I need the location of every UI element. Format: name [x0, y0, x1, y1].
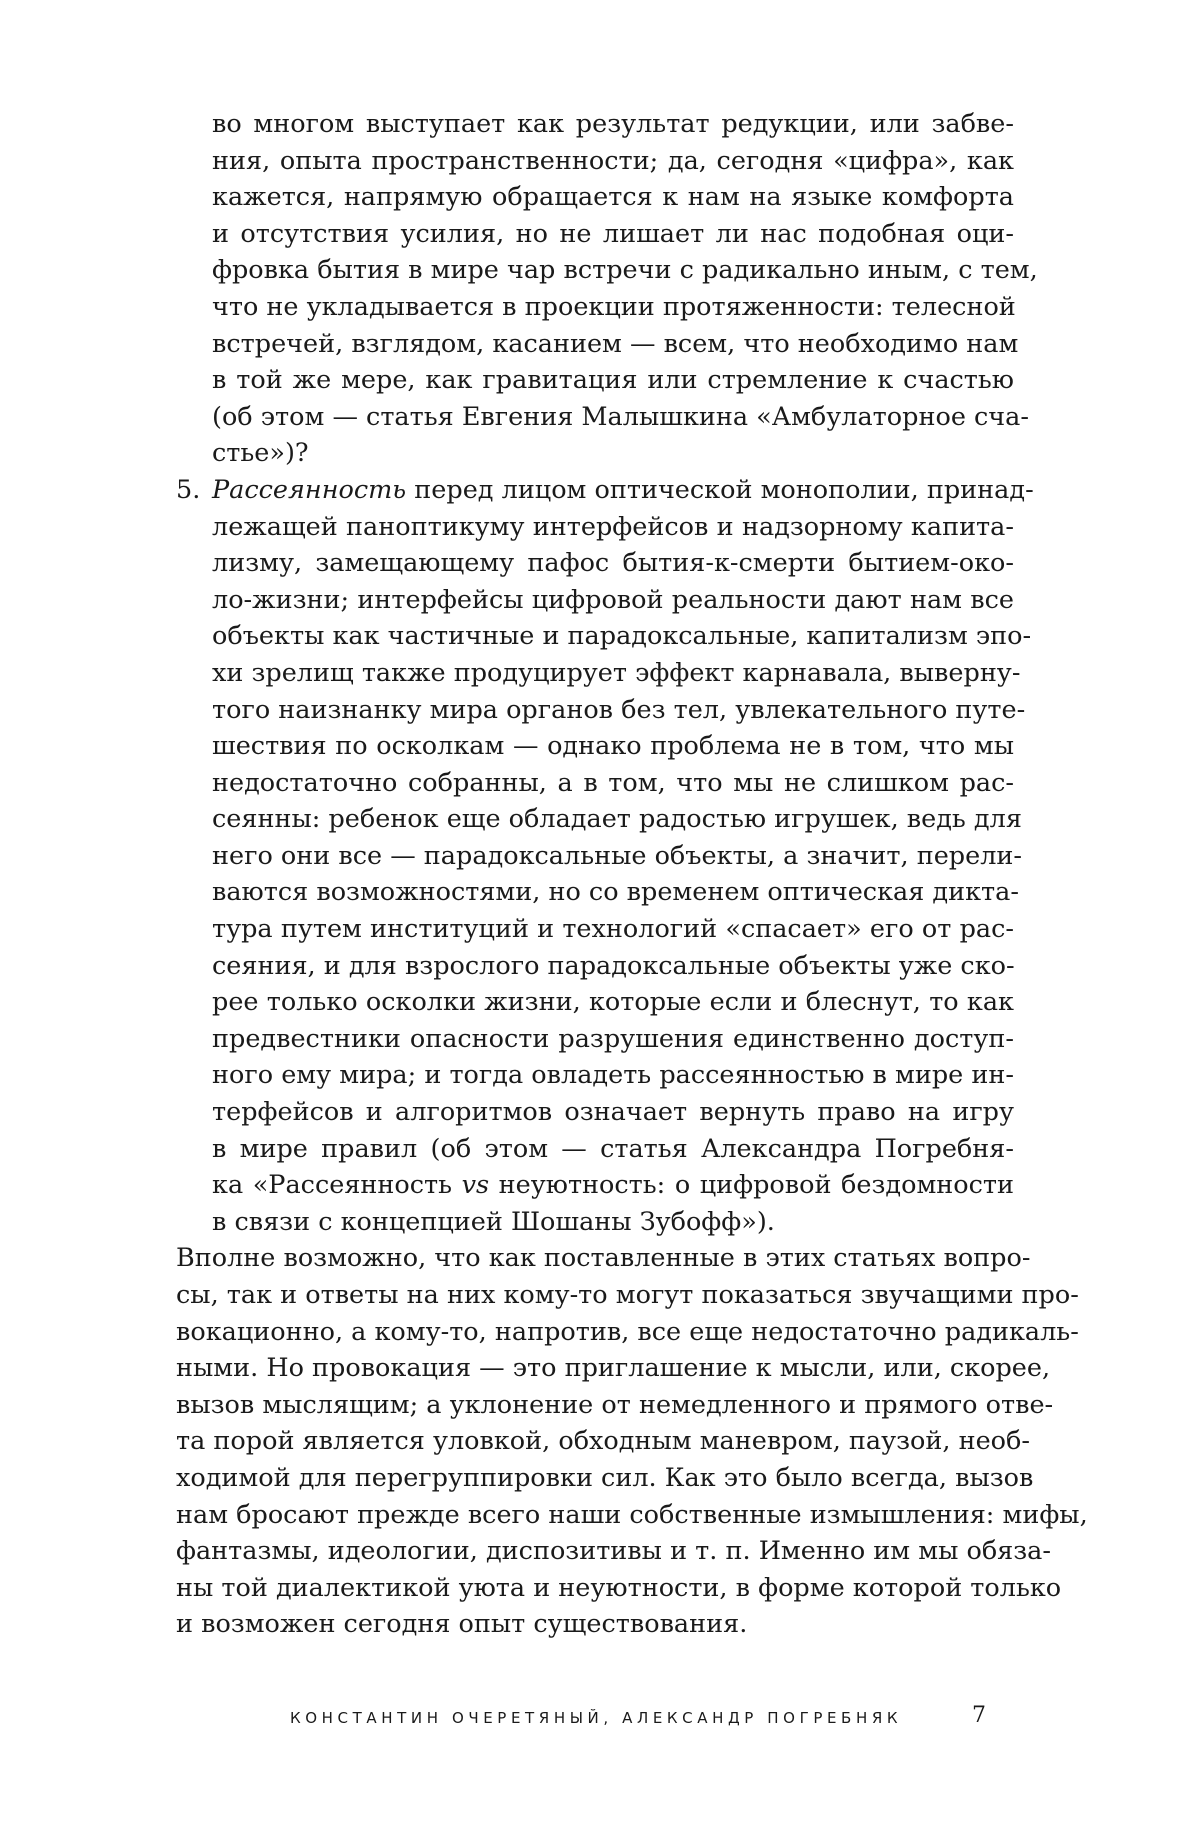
text-line: в мире правил (об этом — статья Александра Погребня-	[212, 1133, 1014, 1164]
text-line: фантазмы, идеологии, диспозитивы и т. п. Именно им мы обяза-	[176, 1536, 1051, 1567]
text-line: хи зрелищ также продуцирует эффект карнавала, выверну-	[212, 657, 1021, 688]
text-line: ваются возможностями, но со временем оптическая дикта-	[212, 877, 1019, 908]
text-line: лежащей паноптикуму интерфейсов и надзорному капита-	[212, 511, 1014, 542]
text-line: шествия по осколкам — однако проблема не в том, что мы	[212, 731, 1014, 762]
list-item-5	[176, 472, 1034, 1240]
text-line: стье»)?	[212, 438, 309, 469]
text-line: фровка бытия в мире чар встречи с радикально иным, с тем,	[212, 255, 1038, 286]
text-line: вокационно, а кому-то, напротив, все еще недостаточно радикаль-	[176, 1316, 1079, 1347]
text-line: ло-жизни; интерфейсы цифровой реальности дают нам все	[212, 584, 1014, 615]
page-number: 7	[972, 1703, 986, 1728]
text-line: лизму, замещающему пафос бытия-к-смерти бытием-око-	[212, 548, 1014, 579]
list-item-number: 5.	[176, 474, 201, 505]
closing-paragraph	[176, 1240, 1088, 1643]
text-line: (об этом — статья Евгения Малышкина «Амбулаторное сча-	[212, 401, 1029, 432]
text-line: и возможен сегодня опыт существования.	[176, 1609, 748, 1640]
text-line: сеяния, и для взрослого парадоксальные объекты уже ско-	[212, 950, 1015, 981]
text-line: Вполне возможно, что как поставленные в этих статьях вопро-	[176, 1243, 1031, 1274]
item-4-continuation	[212, 106, 1038, 472]
text-fragment: ка «Рассеянность	[212, 1170, 462, 1201]
text-line: того наизнанку мира органов без тел, увлекательного путе-	[212, 694, 1026, 725]
text-line: в связи с концепцией Шошаны Зубофф»).	[212, 1206, 775, 1237]
text-line: вызов мыслящим; а уклонение от немедленного и прямого отве-	[176, 1389, 1054, 1420]
text-fragment: перед лицом оптической монополии, принад-	[406, 474, 1034, 505]
text-line: что не укладывается в проекции протяженности: телесной	[212, 291, 1016, 322]
text-line: ными. Но провокация — это приглашение к мысли, или, скорее,	[176, 1353, 1051, 1384]
text-line: кажется, напрямую обращается к нам на языке комфорта	[212, 182, 1014, 213]
italic-term: Рассеянность	[212, 474, 407, 505]
text-line: недостаточно собранны, а в том, что мы не слишком рас-	[212, 767, 1014, 798]
text-line: в той же мере, как гравитация или стремление к счастью	[212, 365, 1014, 396]
text-line: объекты как частичные и парадоксальные, капитализм эпо-	[212, 621, 1032, 652]
text-line: терфейсов и алгоритмов означает вернуть право на игру	[212, 1097, 1014, 1128]
text-line: ния, опыта пространственности; да, сегодня «цифра», как	[212, 145, 1014, 176]
text-line: тура путем институций и технологий «спасает» его от рас-	[212, 914, 1014, 945]
text-line: ны той диалектикой уюта и неуютности, в форме которой только	[176, 1572, 1062, 1603]
text-fragment: неуютность: о цифровой бездомности	[489, 1170, 1015, 1201]
running-head: КОНСТАНТИН ОЧЕРЕТЯНЫЙ, АЛЕКСАНДР ПОГРЕБНЯК	[290, 1709, 903, 1727]
text-line: ходимой для перегруппировки сил. Как это было всегда, вызов	[176, 1462, 1034, 1493]
text-line: него они все — парадоксальные объекты, а значит, перели-	[212, 840, 1023, 871]
text-line: та порой является уловкой, обходным маневром, паузой, необ-	[176, 1426, 1031, 1457]
text-line: предвестники опасности разрушения единственно доступ-	[212, 1023, 1014, 1054]
text-line: сеянны: ребенок еще обладает радостью игрушек, ведь для	[212, 804, 1022, 835]
text-line: во многом выступает как результат редукции, или забве-	[212, 109, 1014, 139]
text-line: сы, так и ответы на них кому-то могут показаться звучащими про-	[176, 1280, 1079, 1310]
text-line: ного ему мира; и тогда овладеть рассеянностью в мире ин-	[212, 1060, 1014, 1091]
text-line: и отсутствия усилия, но не лишает ли нас подобная оци-	[212, 218, 1014, 249]
text-line: встречей, взглядом, касанием — всем, что необходимо нам	[212, 328, 1019, 359]
body-text	[176, 106, 1088, 1643]
text-line	[212, 472, 1034, 509]
text-line: нам бросают прежде всего наши собственные измышления: мифы,	[176, 1499, 1088, 1530]
text-line	[212, 1167, 1014, 1204]
italic-term: vs	[461, 1170, 490, 1201]
text-line: рее только осколки жизни, которые если и блеснут, то как	[212, 987, 1014, 1018]
